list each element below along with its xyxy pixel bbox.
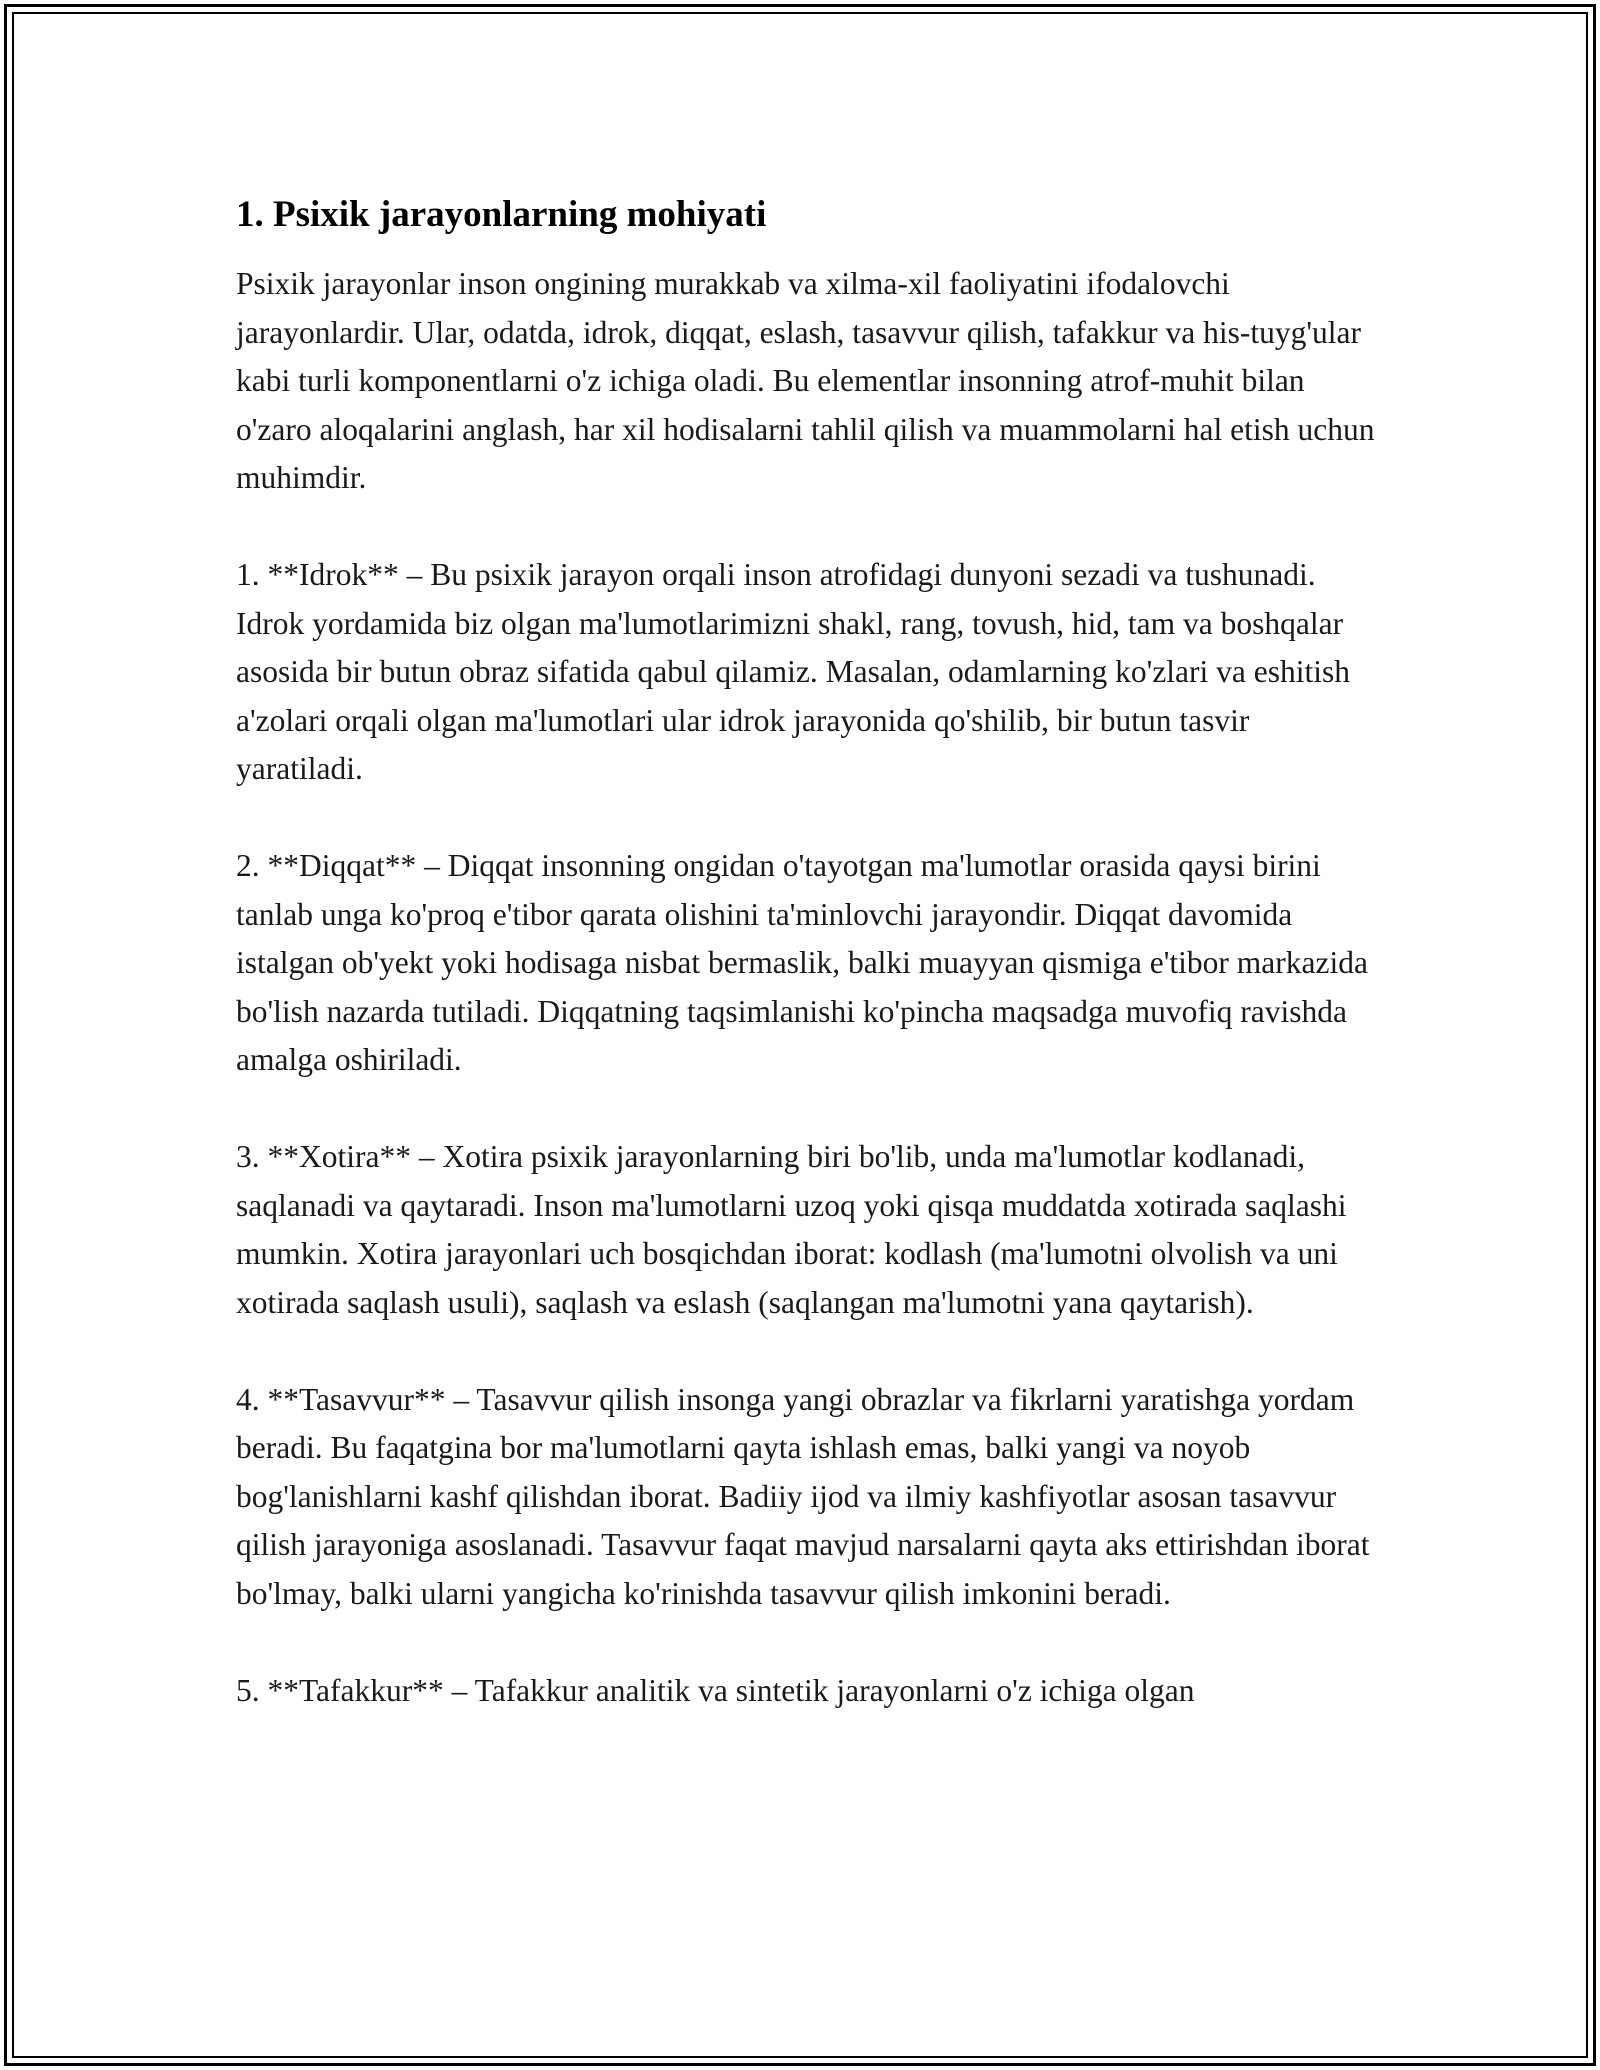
paragraph-tasavvur: 4. **Tasavvur** – Tasavvur qilish insonga yangi obrazlar va fikrlarni yaratishga yordam beradi. Bu faqatgina bor ma'lumotlarni qayta ishlash emas, balki yangi va noyob bog'lanishlarni kashf qilishdan iborat. Badiiy ijod va ilmiy kashfiyotlar asosan tasavvur qilish jarayoniga asoslanadi. Tasavvur faqat mavjud narsalarni qayta aks ettirishdan iborat bo'lmay, balki ularni yangicha ko'rinishda tasavvur qilish imkonini beradi. — [236, 1381, 1370, 1611]
paragraph-diqqat: 2. **Diqqat** – Diqqat insonning ongidan o'tayotgan ma'lumotlar orasida qaysi birini tanlab unga ko'proq e'tibor qarata olishini ta'minlovchi jarayondir. Diqqat davomida istalgan ob'yekt yoki hodisaga nisbat bermaslik, balki muayyan qismiga e'tibor markazida bo'lish nazarda tutiladi. Diqqatning taqsimlanishi ko'pincha maqsadga muvofiq ravishda amalga oshiriladi. — [236, 848, 1368, 1077]
paragraph-tafakkur: 5. **Tafakkur** – Tafakkur analitik va sintetik jarayonlarni o'z ichiga olgan — [236, 1672, 1195, 1708]
paragraph-idrok: 1. **Idrok** – Bu psixik jarayon orqali inson atrofidagi dunyoni sezadi va tushunadi. Idrok yordamida biz olgan ma'lumotlarimizni shakl, rang, tovush, hid, tam va boshqalar asosida bir butun obraz sifatida qabul qilamiz. Masalan, odamlarning ko'zlari va eshitish a'zolari orqali olgan ma'lumotlari ular idrok jarayonida qo'shilib, bir butun tasvir yaratiladi. — [236, 557, 1351, 786]
paragraph-xotira: 3. **Xotira** – Xotira psixik jarayonlarning biri bo'lib, unda ma'lumotlar kodlanadi, saqlanadi va qaytaradi. Inson ma'lumotlarni uzoq yoki qisqa muddatda xotirada saqlashi mumkin. Xotira jarayonlari uch bosqichdan iborat: kodlash (ma'lumotni olvolish va uni xotirada saqlash usuli), saqlash va eslash (saqlangan ma'lumotni yana qaytarish). — [236, 1139, 1347, 1320]
document-body — [236, 186, 1376, 1764]
intro-paragraph: Psixik jarayonlar inson ongining murakkab va xilma-xil faoliyatini ifodalovchi jarayonlardir. Ular, odatda, idrok, diqqat, eslash, tasavvur qilish, tafakkur va his-tuyg'ular kabi turli komponentlarni o'z ichiga oladi. Bu elementlar insonning atrof-muhit bilan o'zaro aloqalarini anglash, har xil hodisalarni tahlil qilish va muammolarni hal etish uchun muhimdir. — [236, 266, 1375, 495]
section-heading: 1. Psixik jarayonlarning mohiyati — [236, 194, 767, 235]
